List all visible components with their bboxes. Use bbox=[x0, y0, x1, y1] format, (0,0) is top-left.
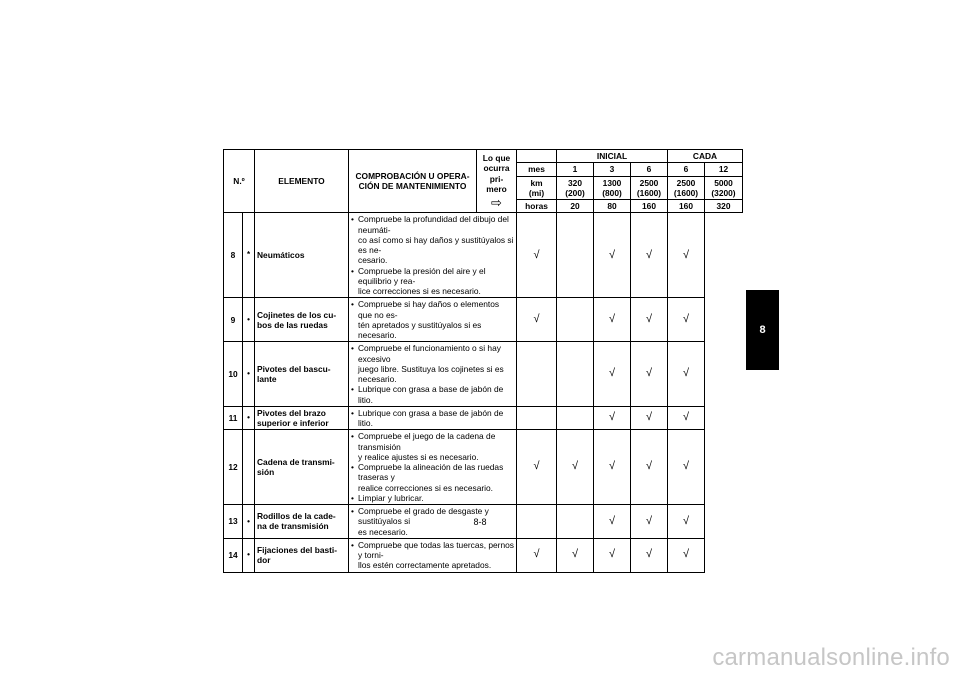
interval-check-mark: √ bbox=[631, 505, 668, 539]
item-number: 14 bbox=[224, 538, 243, 572]
check-list-item: • Compruebe el grado de desgaste y sustitúyalos si es necesario. bbox=[351, 506, 514, 537]
interval-check-mark: √ bbox=[517, 430, 557, 505]
interval-check-mark: √ bbox=[594, 430, 631, 505]
maintenance-table-body bbox=[224, 150, 743, 573]
table-row bbox=[224, 406, 743, 430]
check-list bbox=[351, 431, 514, 503]
check-list-item: • Compruebe la presión del aire y el equilibrio y rea- lice correcciones si es necesario. bbox=[351, 266, 514, 297]
item-number: 10 bbox=[224, 342, 243, 407]
item-name: Neumáticos bbox=[255, 213, 349, 298]
header-interval-value: 320 (200) bbox=[557, 176, 594, 200]
header-interval-value: 20 bbox=[557, 200, 594, 213]
item-checks bbox=[349, 430, 517, 505]
header-interval-value: 2500 (1600) bbox=[668, 176, 705, 200]
check-list-item: • Compruebe la profundidad del dibujo del neumáti- co así como si hay daños y sustitúyalos si es ne- cesario. bbox=[351, 214, 514, 265]
header-first: Lo que ocurra pri- mero ⇨ bbox=[477, 150, 517, 213]
item-checks bbox=[349, 213, 517, 298]
interval-check-mark: √ bbox=[668, 538, 705, 572]
header-interval-value: 6 bbox=[631, 163, 668, 176]
item-number: 13 bbox=[224, 505, 243, 539]
header-row bbox=[224, 150, 743, 163]
arrow-right-icon: ⇨ bbox=[491, 195, 502, 211]
interval-check-mark: √ bbox=[668, 430, 705, 505]
header-interval-value: 160 bbox=[631, 200, 668, 213]
interval-check-mark: √ bbox=[668, 342, 705, 407]
interval-check-mark bbox=[557, 298, 594, 342]
item-number: 11 bbox=[224, 406, 243, 430]
check-list-item: • Compruebe si hay daños o elementos que no es- tén apretados y sustitúyalos si es necesario. bbox=[351, 299, 514, 340]
header-element: ELEMENTO bbox=[255, 150, 349, 213]
interval-check-mark: √ bbox=[594, 538, 631, 572]
item-checks bbox=[349, 298, 517, 342]
header-interval-value: 5000 (3200) bbox=[705, 176, 743, 200]
item-number: 12 bbox=[224, 430, 243, 505]
interval-check-mark bbox=[557, 213, 594, 298]
check-list-item: • Compruebe la alineación de las ruedas traseras y realice correcciones si es necesario. bbox=[351, 462, 514, 493]
interval-check-mark: √ bbox=[631, 342, 668, 407]
item-name: Cojinetes de los cu- bos de las ruedas bbox=[255, 298, 349, 342]
interval-check-mark: √ bbox=[517, 298, 557, 342]
item-checks bbox=[349, 342, 517, 407]
item-marker: • bbox=[243, 406, 255, 430]
table-row bbox=[224, 342, 743, 407]
watermark: carmanualsonline.info bbox=[712, 644, 950, 671]
check-list-item: • Limpiar y lubricar. bbox=[351, 493, 514, 503]
header-interval-value: 1 bbox=[557, 163, 594, 176]
interval-check-mark: √ bbox=[594, 406, 631, 430]
check-list bbox=[351, 299, 514, 340]
interval-check-mark: √ bbox=[631, 538, 668, 572]
interval-check-mark: √ bbox=[631, 406, 668, 430]
interval-check-mark bbox=[517, 406, 557, 430]
interval-check-mark: √ bbox=[594, 505, 631, 539]
table-row bbox=[224, 213, 743, 298]
item-name: Cadena de transmi- sión bbox=[255, 430, 349, 505]
interval-check-mark: √ bbox=[594, 342, 631, 407]
maintenance-table bbox=[223, 149, 743, 573]
table-row bbox=[224, 430, 743, 505]
interval-check-mark bbox=[557, 406, 594, 430]
interval-check-mark bbox=[517, 342, 557, 407]
check-list-item: • Compruebe que todas las tuercas, pernos y torni- llos estén correctamente apretados. bbox=[351, 540, 514, 571]
interval-check-mark: √ bbox=[668, 505, 705, 539]
item-marker: • bbox=[243, 298, 255, 342]
check-list bbox=[351, 343, 514, 405]
item-name: Fijaciones del basti- dor bbox=[255, 538, 349, 572]
header-interval-value: 3 bbox=[594, 163, 631, 176]
item-name: Pivotes del bascu- lante bbox=[255, 342, 349, 407]
interval-check-mark: √ bbox=[517, 213, 557, 298]
interval-check-mark: √ bbox=[517, 538, 557, 572]
item-checks bbox=[349, 406, 517, 430]
item-marker: • bbox=[243, 505, 255, 539]
item-number: 9 bbox=[224, 298, 243, 342]
check-list bbox=[351, 408, 514, 429]
header-every: CADA bbox=[668, 150, 743, 163]
header-check: COMPROBACIÓN U OPERA- CIÓN DE MANTENIMIENTO bbox=[349, 150, 477, 213]
header-number: N.º bbox=[224, 150, 255, 213]
header-interval-value: 2500 (1600) bbox=[631, 176, 668, 200]
header-interval-value: 1300 (800) bbox=[594, 176, 631, 200]
interval-check-mark: √ bbox=[594, 298, 631, 342]
interval-check-mark: √ bbox=[668, 298, 705, 342]
check-list-item: • Compruebe el funcionamiento o si hay excesivo juego libre. Sustituya los cojinetes si es necesario. bbox=[351, 343, 514, 384]
header-interval-value: 160 bbox=[668, 200, 705, 213]
item-marker: • bbox=[243, 538, 255, 572]
interval-check-mark: √ bbox=[594, 213, 631, 298]
header-interval-unit: horas bbox=[517, 200, 557, 213]
header-initial: INICIAL bbox=[557, 150, 668, 163]
chapter-tab: 8 bbox=[746, 290, 779, 370]
interval-check-mark: √ bbox=[668, 213, 705, 298]
item-number: 8 bbox=[224, 213, 243, 298]
header-unit-blank bbox=[517, 150, 557, 163]
header-interval-value: 12 bbox=[705, 163, 743, 176]
interval-check-mark: √ bbox=[631, 213, 668, 298]
item-name: Rodillos de la cade- na de transmisión bbox=[255, 505, 349, 539]
check-list-item: • Compruebe el juego de la cadena de transmisión y realice ajustes si es necesario. bbox=[351, 431, 514, 462]
header-interval-value: 80 bbox=[594, 200, 631, 213]
item-name: Pivotes del brazo superior e inferior bbox=[255, 406, 349, 430]
header-interval-unit: mes bbox=[517, 163, 557, 176]
header-interval-unit: km (mi) bbox=[517, 176, 557, 200]
table-row bbox=[224, 538, 743, 572]
interval-check-mark: √ bbox=[557, 430, 594, 505]
interval-check-mark: √ bbox=[557, 538, 594, 572]
item-marker bbox=[243, 430, 255, 505]
interval-check-mark: √ bbox=[631, 298, 668, 342]
interval-check-mark bbox=[557, 342, 594, 407]
check-list bbox=[351, 540, 514, 571]
header-interval-value: 320 bbox=[705, 200, 743, 213]
check-list-item: • Lubrique con grasa a base de jabón de litio. bbox=[351, 408, 514, 429]
item-marker: • bbox=[243, 342, 255, 407]
interval-check-mark: √ bbox=[668, 406, 705, 430]
interval-check-mark: √ bbox=[631, 430, 668, 505]
header-interval-value: 6 bbox=[668, 163, 705, 176]
item-marker: * bbox=[243, 213, 255, 298]
item-checks bbox=[349, 538, 517, 572]
check-list bbox=[351, 214, 514, 296]
table-row bbox=[224, 298, 743, 342]
page-number: 8-8 bbox=[473, 517, 487, 527]
check-list-item: • Lubrique con grasa a base de jabón de litio. bbox=[351, 384, 514, 405]
